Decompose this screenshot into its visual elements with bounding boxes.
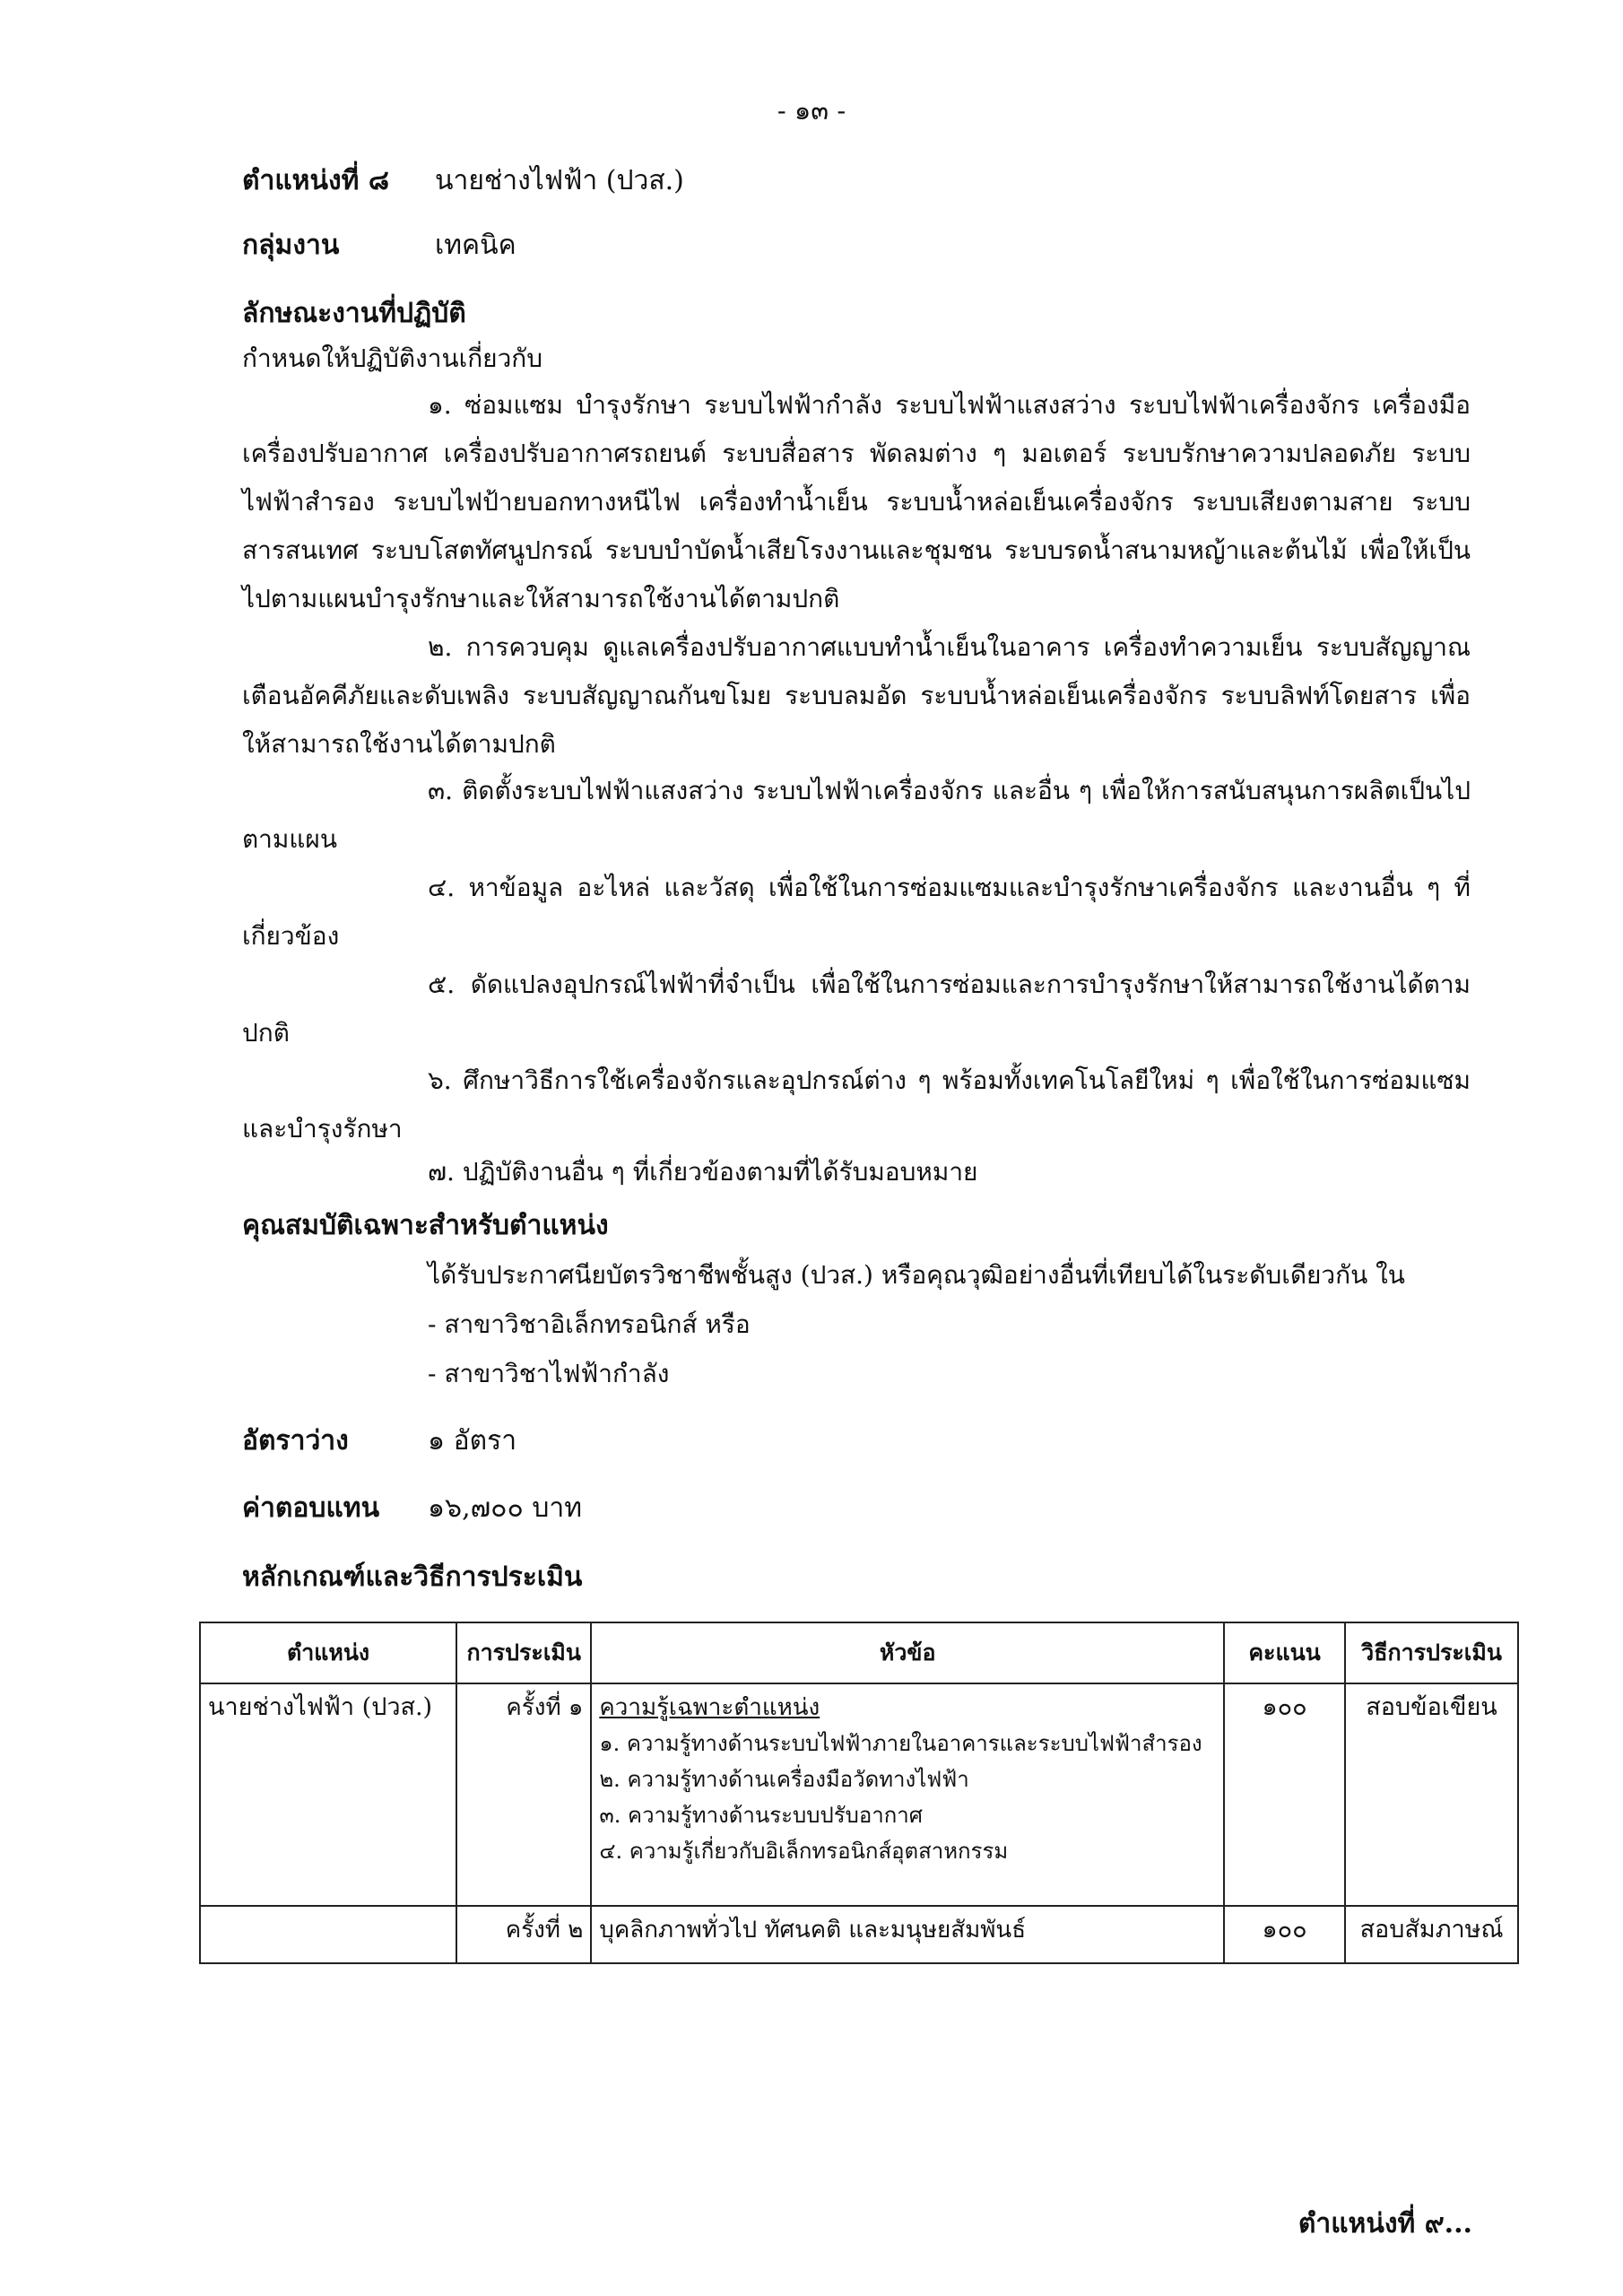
criteria-table	[199, 1622, 1519, 1964]
table-row	[200, 1683, 1518, 1906]
cell-method: สอบข้อเขียน	[1345, 1683, 1518, 1906]
column-header-position: ตำแหน่ง	[200, 1622, 456, 1683]
qualifications-heading: คุณสมบัติเฉพาะสำหรับตำแหน่ง	[242, 1210, 609, 1241]
cell-topic: บุคลิกภาพทั่วไป ทัศนคติ และมนุษยสัมพันธ์	[591, 1906, 1224, 1963]
qualification-major-1: - สาขาวิชาอิเล็กทรอนิกส์ หรือ	[428, 1309, 751, 1339]
cell-round: ครั้งที่ ๑	[456, 1683, 591, 1906]
cell-score: ๑๐๐	[1224, 1906, 1345, 1963]
topic-item: ๔. ความรู้เกี่ยวกับอิเล็กทรอนิกส์อุตสาหกรรม	[599, 1839, 1009, 1864]
topic-item: ๒. ความรู้ทางด้านเครื่องมือวัดทางไฟฟ้า	[599, 1767, 969, 1792]
column-header-topic: หัวข้อ	[591, 1622, 1224, 1683]
duty-item-2: ๒. การควบคุม ดูแลเครื่องปรับอากาศแบบทำน้ำเย็นในอาคาร เครื่องทำความเย็น ระบบสัญญาณเตือนอัคคีภัยและดับเพลิง ระบบสัญญาณกันขโมย ระบบลมอัด ระบบน้ำหล่อเย็นเครื่องจักร ระบบลิฟท์โดยสาร เพื่อให้สามารถใช้งานได้ตามปกติ	[242, 632, 1471, 759]
table-header-row	[200, 1622, 1518, 1683]
cell-round: ครั้งที่ ๒	[456, 1906, 591, 1963]
duty-item-5: ๕. ดัดแปลงอุปกรณ์ไฟฟ้าที่จำเป็น เพื่อใช้ในการซ่อมและการบำรุงรักษาให้สามารถใช้งานได้ตามปกติ	[242, 970, 1471, 1048]
vacancy-value: ๑ อัตรา	[428, 1425, 517, 1457]
qualifications-text: ได้รับประกาศนียบัตรวิชาชีพชั้นสูง (ปวส.) หรือคุณวุฒิอย่างอื่นที่เทียบได้ในระดับเดียวกัน ใน	[428, 1260, 1405, 1290]
column-header-evaluation: การประเมิน	[456, 1622, 591, 1683]
duties-heading: ลักษณะงานที่ปฏิบัติ	[242, 298, 466, 329]
salary-row	[242, 1489, 582, 1528]
topic-title: ความรู้เฉพาะตำแหน่ง	[599, 1694, 820, 1721]
cell-score: ๑๐๐	[1224, 1683, 1345, 1906]
topic-item: ๑. ความรู้ทางด้านระบบไฟฟ้าภายในอาคารและระบบไฟฟ้าสำรอง	[599, 1731, 1202, 1756]
duty-item-6: ๖. ศึกษาวิธีการใช้เครื่องจักรและอุปกรณ์ต่าง ๆ พร้อมทั้งเทคโนโลยีใหม่ ๆ เพื่อใช้ในการซ่อมแซมและบำรุงรักษา	[242, 1065, 1471, 1144]
cell-topic	[591, 1683, 1224, 1906]
qualification-major-2: - สาขาวิชาไฟฟ้ากำลัง	[428, 1359, 670, 1388]
duties-intro: กำหนดให้ปฏิบัติงานเกี่ยวกับ	[242, 344, 543, 373]
position-value: นายช่างไฟฟ้า (ปวส.)	[435, 165, 684, 196]
group-row	[242, 226, 516, 265]
duty-item-3: ๓. ติดตั้งระบบไฟฟ้าแสงสว่าง ระบบไฟฟ้าเครื่องจักร และอื่น ๆ เพื่อให้การสนับสนุนการผลิตเป็นไปตามแผน	[242, 776, 1471, 854]
duty-item-1: ๑. ซ่อมแซม บำรุงรักษา ระบบไฟฟ้ากำลัง ระบบไฟฟ้าแสงสว่าง ระบบไฟฟ้าเครื่องจักร เครื่องมือ เครื่องปรับอากาศ เครื่องปรับอากาศรถยนต์ ระบบสื่อสาร พัดลมต่าง ๆ มอเตอร์ ระบบรักษาความปลอดภัย ระบบไฟฟ้าสำรอง ระบบไฟป้ายบอกทางหนีไฟ เครื่องทำน้ำเย็น ระบบน้ำหล่อเย็นเครื่องจักร ระบบเสียงตามสาย ระบบสารสนเทศ ระบบโสตทัศนูปกรณ์ ระบบบำบัดน้ำเสียโรงงานและชุมชน ระบบรดน้ำสนามหญ้าและต้นไม้ เพื่อให้เป็นไปตามแผนบำรุงรักษาและให้สามารถใช้งานได้ตามปกติ	[242, 390, 1471, 613]
topic-item: ๓. ความรู้ทางด้านระบบปรับอากาศ	[599, 1803, 923, 1828]
criteria-heading: หลักเกณฑ์และวิธีการประเมิน	[242, 1561, 583, 1593]
position-label: ตำแหน่งที่ ๘	[242, 165, 389, 196]
position-row	[242, 161, 684, 201]
duty-item-4: ๔. หาข้อมูล อะไหล่ และวัสดุ เพื่อใช้ในการซ่อมแซมและบำรุงรักษาเครื่องจักร และงานอื่น ๆ ที่เกี่ยวข้อง	[242, 873, 1471, 951]
group-label: กลุ่มงาน	[242, 230, 340, 261]
column-header-score: คะแนน	[1224, 1622, 1345, 1683]
salary-value: ๑๖,๗๐๐ บาท	[428, 1492, 583, 1524]
group-value: เทคนิค	[435, 230, 516, 261]
vacancy-row	[242, 1422, 516, 1461]
vacancy-label: อัตราว่าง	[242, 1425, 349, 1457]
cell-position: นายช่างไฟฟ้า (ปวส.)	[200, 1683, 456, 1906]
duty-item-7: ๗. ปฏิบัติงานอื่น ๆ ที่เกี่ยวข้องตามที่ได้รับมอบหมาย	[428, 1157, 978, 1187]
page-number: - ๑๓ -	[777, 95, 846, 126]
salary-label: ค่าตอบแทน	[242, 1492, 380, 1524]
column-header-method: วิธีการประเมิน	[1345, 1622, 1518, 1683]
cell-method: สอบสัมภาษณ์	[1345, 1906, 1518, 1963]
table-row	[200, 1906, 1518, 1963]
next-page-reference: ตำแหน่งที่ ๙...	[1298, 2208, 1472, 2239]
cell-position	[200, 1906, 456, 1963]
